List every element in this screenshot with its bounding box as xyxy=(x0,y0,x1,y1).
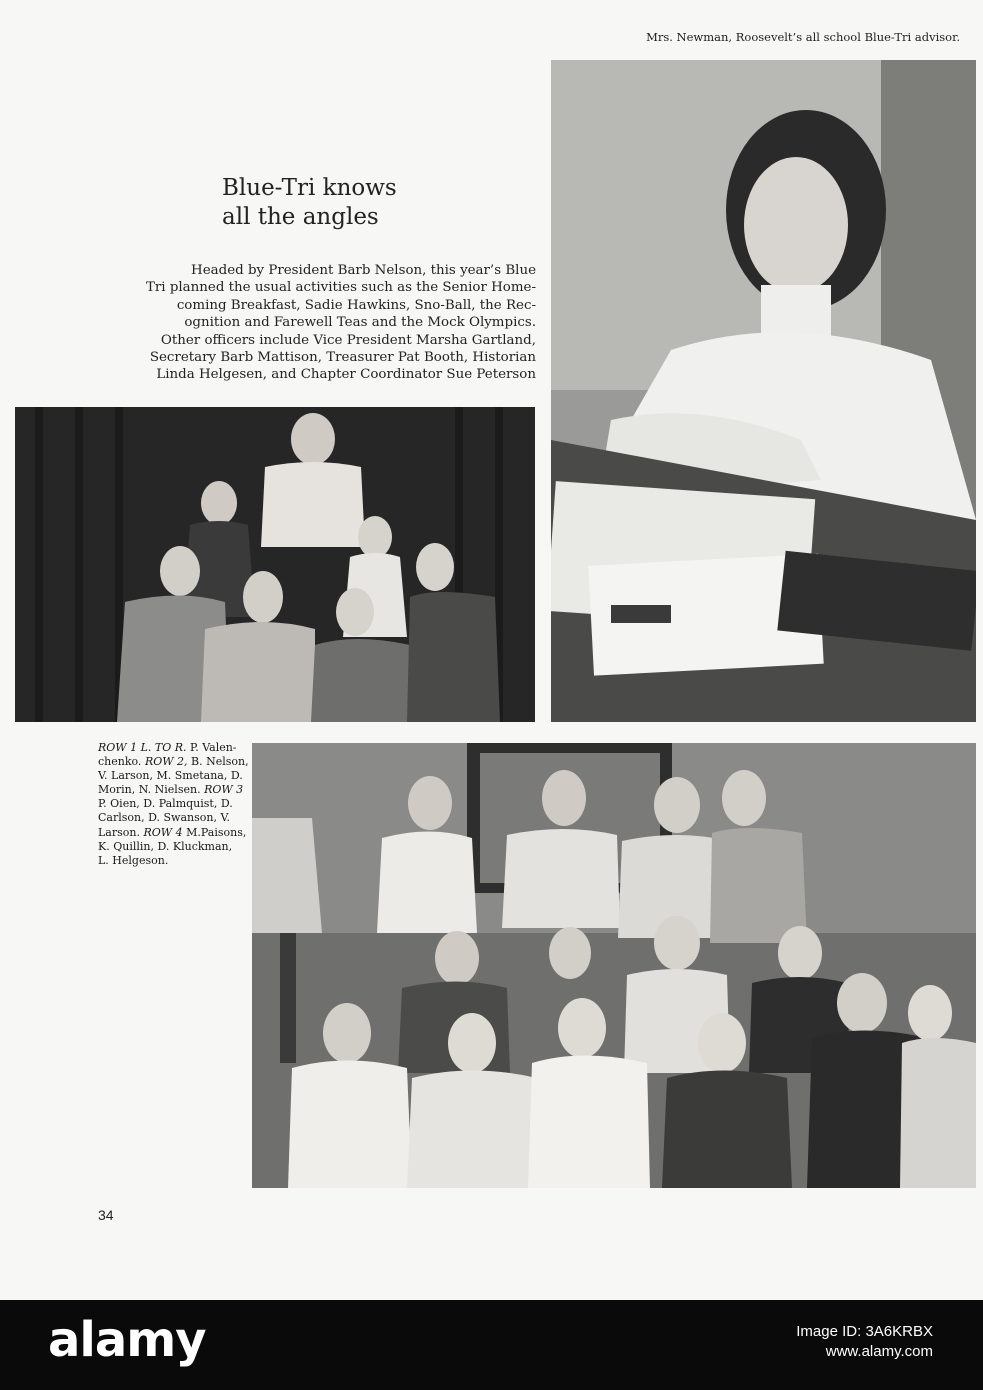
row-label: ROW 4 xyxy=(143,825,183,839)
group-photo-caption xyxy=(98,741,253,868)
caption-text: P. Oien, D. Palmquist, D. xyxy=(98,797,233,811)
body-line: ognition and Farewell Teas and the Mock Olympics. xyxy=(184,315,536,331)
stock-footer xyxy=(0,1300,983,1390)
group-photo xyxy=(252,743,976,1188)
image-id: Image ID: 3A6KRBX xyxy=(796,1323,933,1340)
headline-line-1: Blue-Tri knows xyxy=(222,175,397,201)
caption-text: B. Nelson, xyxy=(191,755,249,769)
caption-text: Morin, N. Nielsen. xyxy=(98,783,201,797)
body-line: coming Breakfast, Sadie Hawkins, Sno-Ball, the Rec- xyxy=(176,297,536,313)
caption-text: Carlson, D. Swanson, V. xyxy=(98,811,230,825)
article-body xyxy=(120,262,536,384)
website: www.alamy.com xyxy=(825,1343,933,1360)
page-number: 34 xyxy=(98,1207,114,1223)
caption-text: P. Valen- xyxy=(190,741,237,754)
body-line: Secretary Barb Mattison, Treasurer Pat Booth, Historian xyxy=(149,350,536,366)
advisor-photo-caption: Mrs. Newman, Roosevelt’s all school Blue-Tri advisor. xyxy=(646,30,960,44)
body-line: Other officers include Vice President Marsha Gartland, xyxy=(160,332,536,348)
caption-text: K. Quillin, D. Kluckman, xyxy=(98,839,233,853)
body-line: Tri planned the usual activities such as the Senior Home- xyxy=(145,280,536,296)
headline xyxy=(222,174,397,232)
caption-text: V. Larson, M. Smetana, D. xyxy=(98,769,243,783)
body-line: Linda Helgesen, and Chapter Coordinator Sue Peterson xyxy=(156,367,536,383)
footer-info xyxy=(796,1322,933,1362)
caption-text: Larson. xyxy=(98,825,140,839)
row-label: ROW 3 xyxy=(204,783,244,797)
headline-line-2: all the angles xyxy=(222,204,379,230)
caption-text: M.Paisons, xyxy=(186,825,247,839)
row-label: ROW 1 L. TO R. xyxy=(98,741,187,754)
alamy-logo: alamy xyxy=(48,1312,206,1368)
caption-text: chenko. xyxy=(98,755,142,769)
advisor-photo xyxy=(551,60,976,722)
officers-photo xyxy=(15,407,535,722)
row-label: ROW 2, xyxy=(144,755,188,769)
body-line: Headed by President Barb Nelson, this year’s Blue xyxy=(191,263,536,278)
caption-text: L. Helgeson. xyxy=(98,853,169,867)
